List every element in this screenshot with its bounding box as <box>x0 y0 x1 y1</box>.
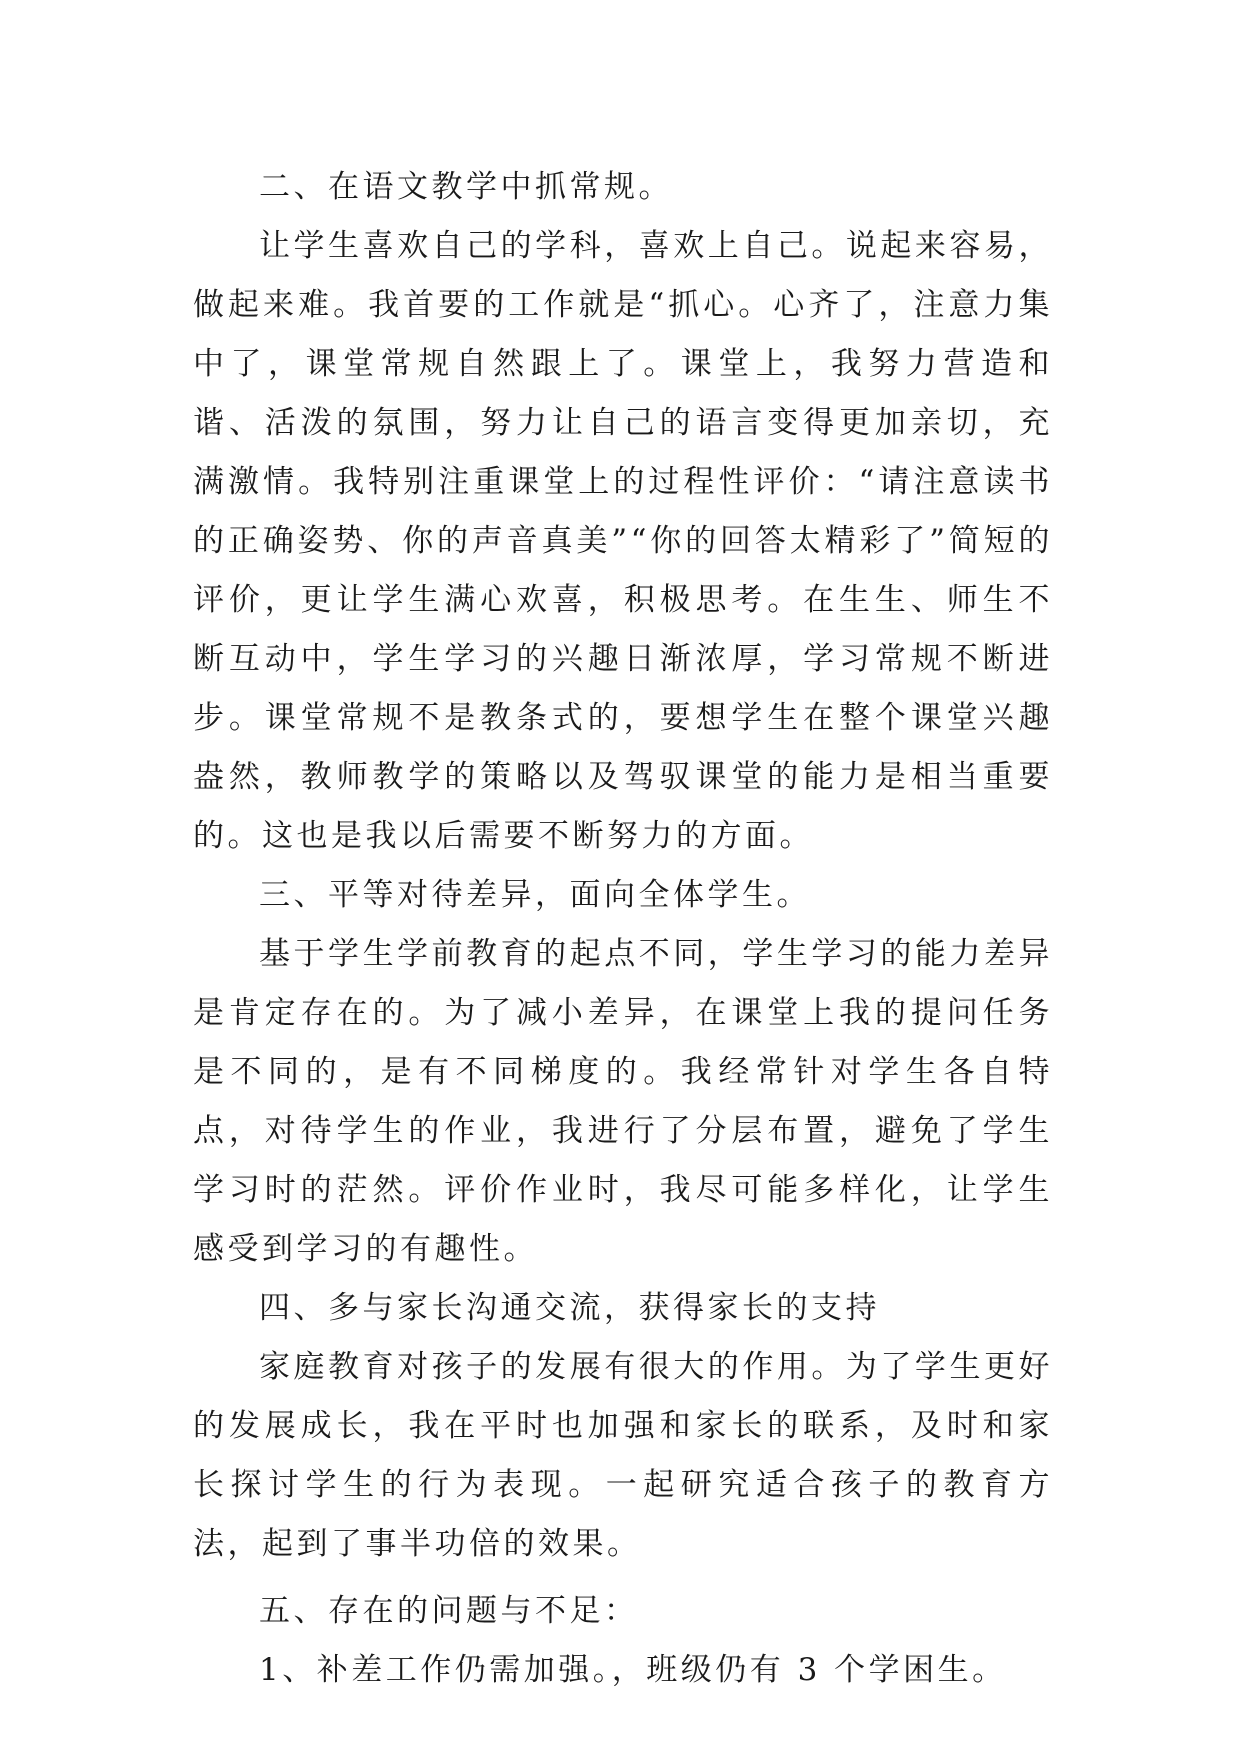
paragraph-differences: 基于学生学前教育的起点不同，学生学习的能力差异是肯定存在的。为了减小差异，在课堂上我的提问任务是不同的，是有不同梯度的。我经常针对学生各自特点，对待学生的作业，我进行了分层布置，避免了学生学习时的茫然。评价作业时，我尽可能多样化，让学生感受到学习的有趣性。 <box>193 936 1053 1267</box>
paragraph-routine: 让学生喜欢自己的学科，喜欢上自己。说起来容易，做起来难。我首要的工作就是“抓心。心齐了，注意力集中了，课堂常规自然跟上了。课堂上，我努力营造和谐、活泼的氛围，努力让自己的语言变得更加亲切，充满激情。我特别注重课堂上的过程性评价：“请注意读书的正确姿势、你的声音真美”“你的回答太精彩了”简短的评价，更让学生满心欢喜，积极思考。在生生、师生不断互动中，学生学习的兴趣日渐浓厚，学习常规不断进步。课堂常规不是教条式的，要想学生在整个课堂兴趣盎然，教师教学的策略以及驾驭课堂的能力是相当重要的。这也是我以后需要不断努力的方面。 <box>193 228 1053 854</box>
section-heading-5: 五、存在的问题与不足： <box>259 1593 639 1629</box>
section-heading-3: 三、平等对待差异，面向全体学生。 <box>259 877 811 913</box>
section-heading-2: 二、在语文教学中抓常规。 <box>259 169 673 205</box>
paragraph-parents: 家庭教育对孩子的发展有很大的作用。为了学生更好的发展成长，我在平时也加强和家长的联系，及时和家长探讨学生的行为表现。一起研究适合孩子的教育方法，起到了事半功倍的效果。 <box>193 1349 1053 1562</box>
section-heading-4: 四、多与家长沟通交流，获得家长的支持 <box>259 1290 880 1326</box>
paragraph-problem-1: 1、补差工作仍需加强。，班级仍有 3 个学困生。 <box>259 1652 1007 1688</box>
document-body <box>193 158 1053 1700</box>
